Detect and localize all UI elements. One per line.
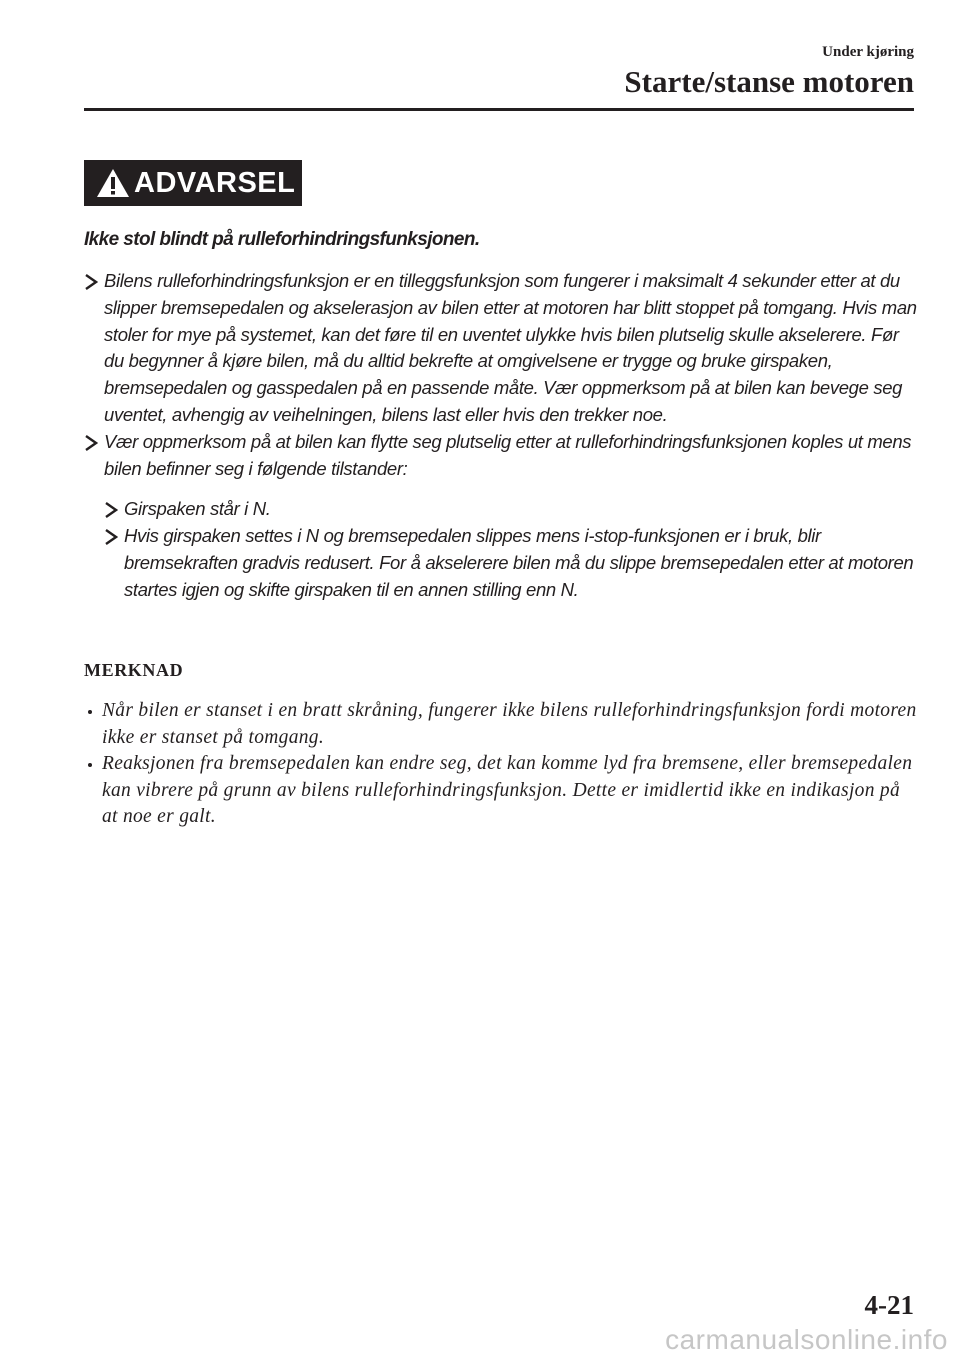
arrow-bullet-icon	[104, 529, 118, 545]
list-item	[104, 496, 920, 523]
page-title: Starte/stanse motoren	[624, 64, 914, 99]
watermark: carmanualsonline.info	[665, 1324, 948, 1355]
list-item-text: Reaksjonen fra bremsepedalen kan endre seg, det kan komme lyd fra bremsene, eller bremsepedalen kan vibrere på grunn av bilens rulleforhindringsfunksjon. Dette er imidlertid ikke en indikasjon på at noe er galt.	[102, 753, 913, 827]
warning-sub-list	[104, 496, 920, 603]
dot-bullet-icon	[88, 763, 92, 767]
dot-bullet-icon	[88, 710, 92, 714]
warning-list	[84, 268, 920, 604]
warning-lead: Ikke stol blindt på rulleforhindringsfunksjonen.	[84, 229, 480, 250]
list-item	[84, 751, 920, 831]
list-item	[84, 698, 920, 751]
list-item	[84, 268, 920, 429]
list-item-text: Girspaken står i N.	[124, 498, 271, 520]
list-item-text: Hvis girspaken settes i N og bremsepedalen slippes mens i-stop-funksjonen er i bruk, blir bremsekraften gradvis redusert. For å akselerere bilen må du slippe bremsepedalen etter at motoren startes igjen og skifte girspaken til en annen stilling enn N.	[124, 525, 914, 600]
arrow-bullet-icon	[84, 274, 98, 290]
list-item	[104, 523, 920, 603]
header-section-label: Under kjøring	[822, 44, 914, 60]
arrow-bullet-icon	[84, 435, 98, 451]
list-item-text: Bilens rulleforhindringsfunksjon er en tilleggsfunksjon som fungerer i maksimalt 4 sekunder etter at du slipper bremsepedalen og akselerasjon av bilen etter at motoren har blitt stoppet på tomgang. Hvis man stoler for mye på systemet, kan det føre til en uventet ulykke hvis bilen plutselig skulle akselerere. Før du begynner å kjøre bilen, må du alltid bekrefte at omgivelsene er trygge og bruke girspaken, bremsepedalen og gasspedalen på en passende måte. Vær oppmerksom på at bilen kan bevege seg uventet, avhengig av veihelningen, bilens last eller hvis den trekker noe.	[104, 270, 917, 425]
note-heading: MERKNAD	[84, 660, 184, 680]
page-number: 4-21	[864, 1290, 914, 1320]
list-item	[84, 429, 920, 604]
header-divider	[84, 108, 914, 111]
note-list	[84, 698, 920, 831]
warning-label: ADVARSEL	[134, 166, 296, 199]
list-item-text: Når bilen er stanset i en bratt skråning, fungerer ikke bilens rulleforhindringsfunksjon fordi motoren ikke er stanset på tomgang.	[102, 700, 917, 748]
warning-badge	[84, 160, 302, 206]
warning-triangle-icon	[96, 168, 130, 198]
arrow-bullet-icon	[104, 502, 118, 518]
list-item-text: Vær oppmerksom på at bilen kan flytte seg plutselig etter at rulleforhindringsfunksjonen koples ut mens bilen befinner seg i følgende tilstander:	[104, 430, 912, 479]
